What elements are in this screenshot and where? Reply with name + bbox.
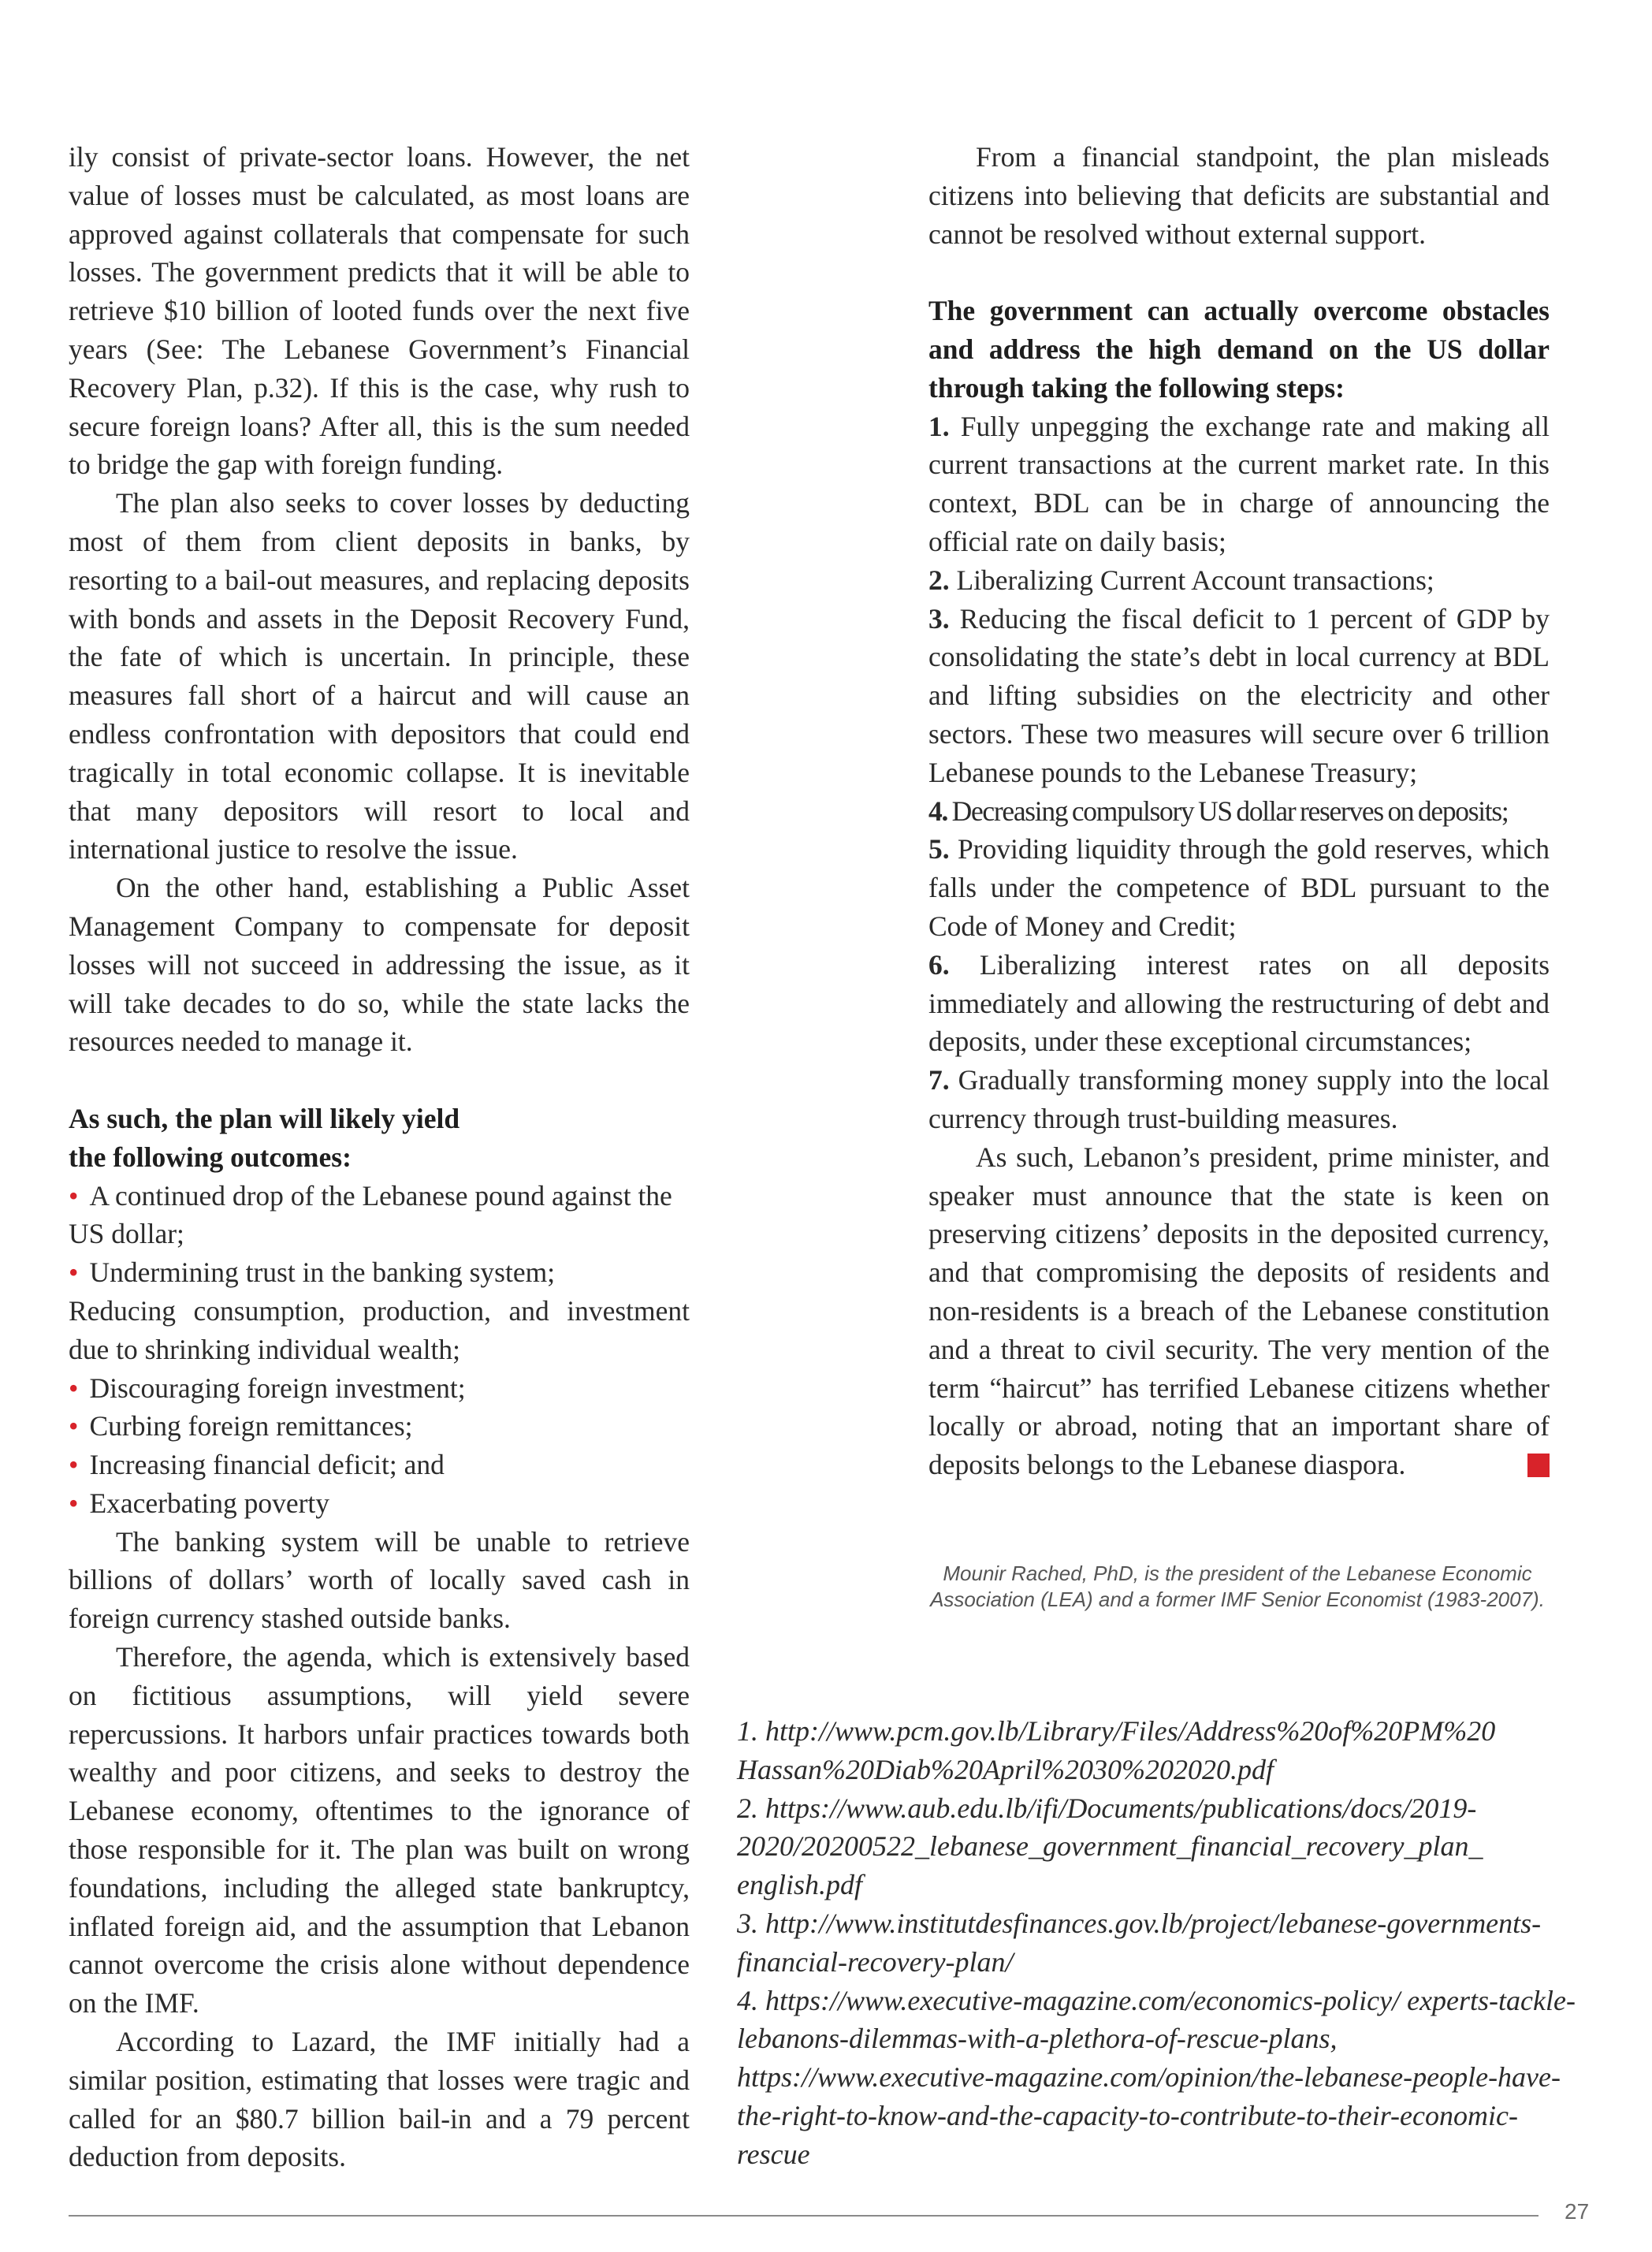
outcomes-heading-line: As such, the plan will likely yield (69, 1102, 460, 1134)
author-bio: Mounir Rached, PhD, is the president of the Lebanese Economic Association (LEA) and a former IMF Senior Economist (1983-2007). (930, 1562, 1545, 1611)
bullet-icon: • (69, 1256, 79, 1289)
bullet-icon: • (69, 1179, 79, 1212)
list-item-text: A continued drop of the Lebanese pound against the US dollar; (69, 1179, 672, 1250)
list-item-text: Exacerbating poverty (89, 1487, 330, 1519)
page-number: 27 (1565, 2199, 1590, 2224)
body-paragraph: ily consist of private-sector loans. However, the net value of losses must be calculated, as most loans are approved against collaterals that compensate for such losses. The government predicts that it will be able to retrieve $10 billion of looted funds over the next five years (See: The Lebanese Government’s Financial Recovery Plan, p.32). If this is the case, why rush to secure foreign loans? After all, this is the sum needed to bridge the gap with foreign funding. (69, 141, 690, 481)
list-item-plain: Reducing consumption, production, and investment due to shrinking individual wealth; (69, 1294, 690, 1365)
end-of-article-icon: [:] (1527, 1454, 1550, 1477)
right-column (928, 138, 1593, 1484)
footnotes (737, 1712, 1580, 2174)
footer-divider (69, 2215, 1539, 2217)
list-item-text: Undermining trust in the banking system; (89, 1256, 556, 1289)
step-text: Reducing the fiscal deficit to 1 percent of GDP by consolidating the state’s debt in local currency at BDL and lifting subsidies on the electricity and other sectors. These two measures will secure over 6 trillion Lebanese pounds to the Lebanese Treasury; (928, 602, 1550, 788)
step-number: 7. (928, 1064, 950, 1096)
paragraph-gap (69, 1061, 690, 1100)
body-paragraph: The plan also seeks to cover losses by deducting most of them from client deposits in banks, by resorting to a bail-out measures, and replacing deposits with bonds and assets in the Deposit Recovery Fund, the fate of which is uncertain. In principle, these measures fall short of a haircut and will cause an endless confrontation with depositors that could end tragically in total economic collapse. It is inevitable that many depositors will resort to local and international justice to resolve the issue. (69, 487, 690, 865)
step-number: 6. (928, 948, 950, 981)
step-text: Decreasing compulsory US dollar reserves on deposits; (951, 795, 1509, 827)
step-item (928, 1061, 1550, 1138)
step-item (928, 830, 1550, 945)
step-item (928, 600, 1550, 792)
step-number: 1. (928, 410, 950, 442)
body-paragraph (928, 1138, 1593, 1484)
list-item (69, 1407, 690, 1446)
list-item (69, 1177, 690, 1254)
body-paragraph: The banking system will be unable to retrieve billions of dollars’ worth of locally saved cash in foreign currency stashed outside banks. (69, 1525, 690, 1635)
step-item (928, 792, 1550, 831)
list-item (69, 1484, 690, 1523)
paragraph-gap (928, 253, 1550, 292)
bullet-icon: • (69, 1449, 79, 1481)
list-item-text: Curbing foreign remittances; (89, 1410, 413, 1442)
bullet-icon: • (69, 1487, 79, 1519)
step-item (928, 946, 1550, 1061)
list-item-text: Discouraging foreign investment; (89, 1372, 466, 1404)
footnote: 2. https://www.aub.edu.lb/ifi/Documents/publications/docs/2019-2020/20200522_lebanese_government_financial_recovery_plan_ english.pdf (737, 1792, 1483, 1901)
list-item (69, 1253, 690, 1292)
bullet-icon: • (69, 1410, 79, 1442)
list-item-text: Increasing financial deficit; and (89, 1449, 445, 1481)
step-number: 4. (928, 795, 948, 827)
body-paragraph: According to Lazard, the IMF initially had a similar position, estimating that losses were tragic and called for an $80.7 billion bail-in and a 79 percent deduction from deposits. (69, 2026, 690, 2173)
footnote: 3. http://www.institutdesfinances.gov.lb/project/lebanese-governments-financial-recovery-plan/ (737, 1907, 1542, 1978)
left-column (69, 138, 690, 2176)
step-text: Gradually transforming money supply into the local currency through trust-building measures. (928, 1064, 1550, 1134)
step-text: Providing liquidity through the gold reserves, which falls under the competence of BDL pursuant to the Code of Money and Credit; (928, 833, 1550, 942)
steps-heading: The government can actually overcome obstacles and address the high demand on the US dollar through taking the following steps: (928, 295, 1550, 404)
step-item (928, 561, 1550, 600)
footnote: 4. https://www.executive-magazine.com/economics-policy/ experts-tackle-lebanons-dilemmas-with-a-plethora-of-rescue-plans, https://www.executive-magazine.com/opinion/the-lebanese-people-have-the-right-to-know-and-the-capacity-to-contribute-to-their-economic-rescue (737, 1984, 1576, 2170)
list-item (69, 1446, 690, 1484)
bullet-icon: • (69, 1372, 79, 1404)
list-item (69, 1369, 690, 1408)
step-text: Fully unpegging the exchange rate and making all current transactions at the current market rate. In this context, BDL can be in charge of announcing the official rate on daily basis; (928, 410, 1550, 557)
footnote: 1. http://www.pcm.gov.lb/Library/Files/Address%20of%20PM%20 Hassan%20Diab%20April%2030%202020.pdf (737, 1715, 1496, 1785)
body-paragraph: From a financial standpoint, the plan misleads citizens into believing that deficits are substantial and cannot be resolved without external support. (928, 141, 1550, 250)
step-item (928, 408, 1550, 561)
outcomes-heading (69, 1100, 690, 1177)
step-number: 3. (928, 602, 950, 635)
step-text: Liberalizing Current Account transactions; (956, 564, 1434, 596)
outcomes-heading-line: the following outcomes: (69, 1141, 352, 1173)
closing-text: As such, Lebanon’s president, prime minister, and speaker must announce that the state is keen on preserving citizens’ deposits in the deposited currency, and that compromising the deposits of residents and non-residents is a breach of the Lebanese constitution and a threat to civil security. The very mention of the term “haircut” has terrified Lebanese citizens whether locally or abroad, noting that an important share of deposits belongs to the Lebanese diaspora. (928, 1141, 1550, 1481)
step-number: 5. (928, 833, 950, 865)
step-text: Liberalizing interest rates on all deposits immediately and allowing the restructuring of debt and deposits, under these exceptional circumstances; (928, 948, 1550, 1058)
body-paragraph: Therefore, the agenda, which is extensively based on fictitious assumptions, will yield severe repercussions. It harbors unfair practices towards both wealthy and poor citizens, and seeks to destroy the Lebanese economy, oftentimes to the ignorance of those responsible for it. The plan was built on wrong foundations, including the alleged state bankruptcy, inflated foreign aid, and the assumption that Lebanon cannot overcome the crisis alone without dependence on the IMF. (69, 1641, 690, 2019)
body-paragraph: On the other hand, establishing a Public Asset Management Company to compensate for deposit losses will not succeed in addressing the issue, as it will take decades to do so, while the state lacks the resources needed to manage it. (69, 872, 690, 1058)
step-number: 2. (928, 564, 950, 596)
